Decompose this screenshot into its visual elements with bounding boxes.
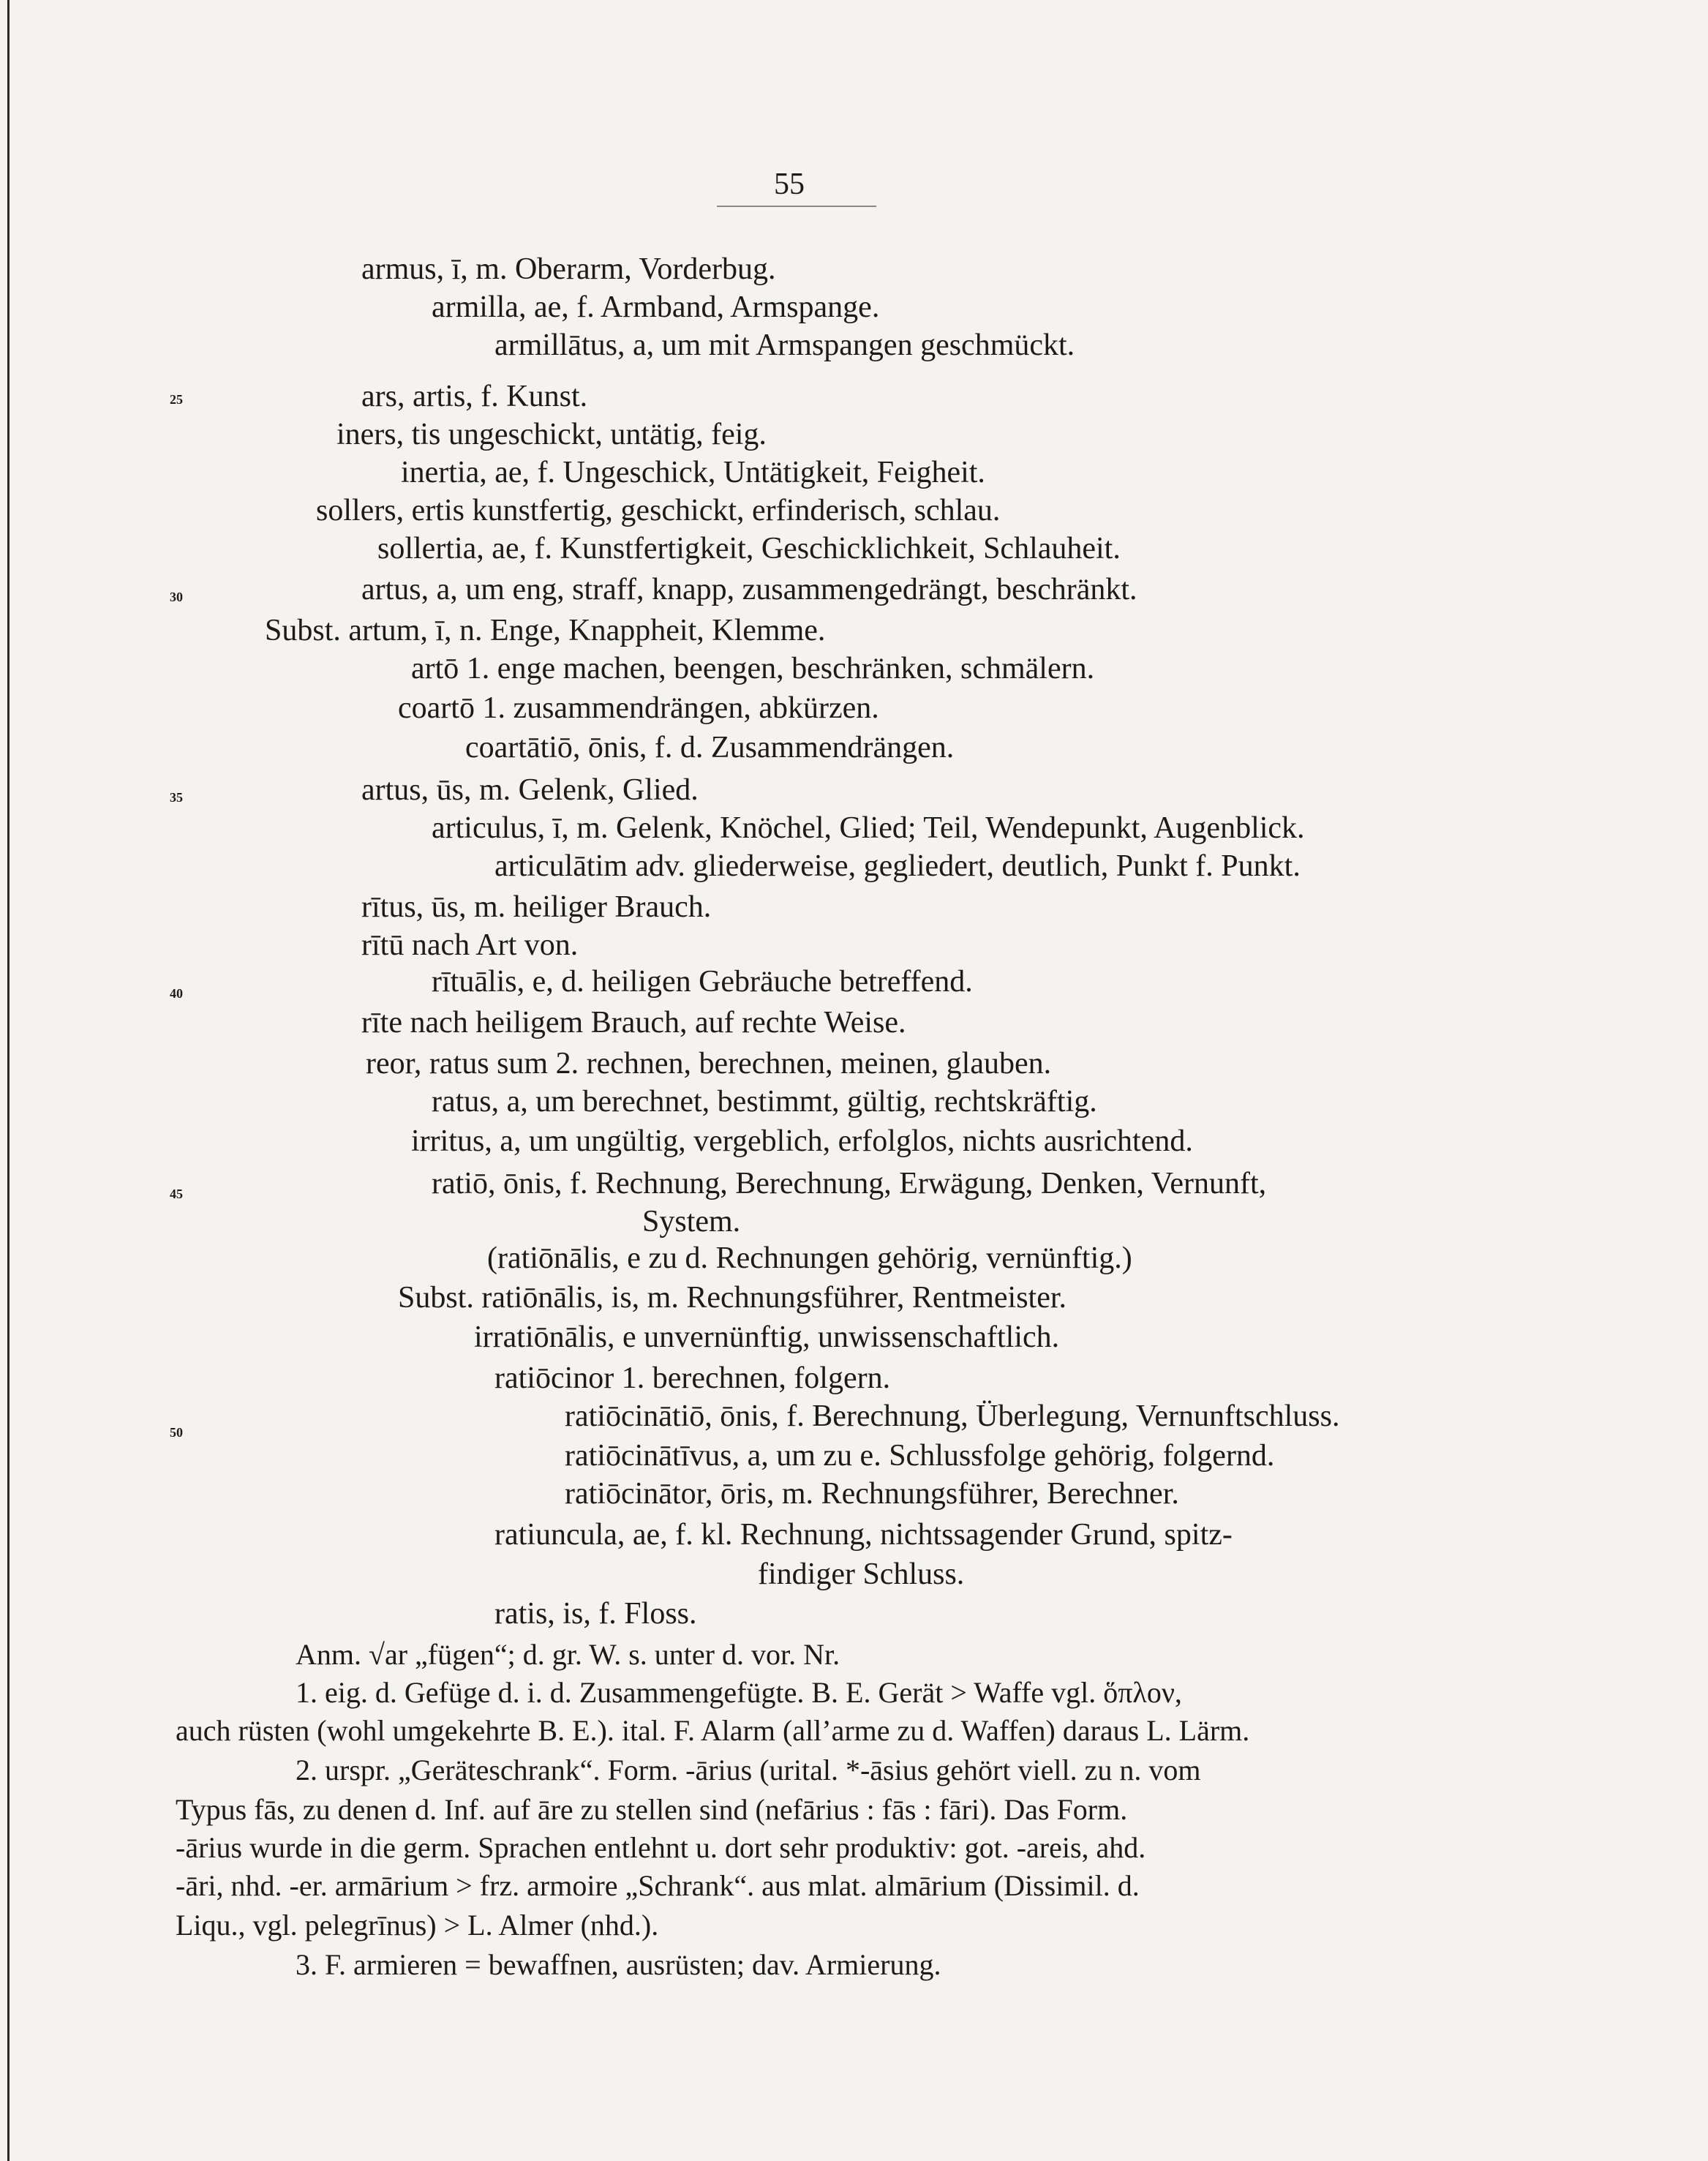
margin-line-number: 50 — [170, 1425, 183, 1440]
entry-line: ratiuncula, ae, f. kl. Rechnung, nichtssagender Grund, spitz- — [494, 1518, 1233, 1552]
entry-line: sollertia, ae, f. Kunstfertigkeit, Geschicklichkeit, Schlauheit. — [377, 532, 1121, 565]
entry-line: armillātus, a, um mit Armspangen geschmückt. — [494, 328, 1075, 362]
margin-line-number: 30 — [170, 590, 183, 604]
entry-line: ratus, a, um berechnet, bestimmt, gültig, rechtskräftig. — [432, 1085, 1097, 1119]
entry-line: articulus, ī, m. Gelenk, Knöchel, Glied; Teil, Wendepunkt, Augenblick. — [432, 811, 1305, 845]
entry-line: rītuālis, e, d. heiligen Gebräuche betreffend. — [432, 965, 973, 999]
entry-line: ratis, is, f. Floss. — [494, 1597, 697, 1631]
entry-line: inertia, ae, f. Ungeschick, Untätigkeit, Feigheit. — [401, 456, 985, 489]
note-line: Liqu., vgl. pelegrīnus) > L. Almer (nhd.). — [176, 1909, 659, 1942]
entry-line: iners, tis ungeschickt, untätig, feig. — [336, 418, 767, 451]
note-line: -āri, nhd. -er. armārium > frz. armoire „Schrank“. aus mlat. almārium (Dissimil. d. — [176, 1869, 1140, 1902]
margin-line-number: 35 — [170, 790, 183, 805]
margin-line-number: 45 — [170, 1187, 183, 1201]
note-line: 3. F. armieren = bewaffnen, ausrüsten; dav. Armierung. — [296, 1948, 941, 1981]
entry-line: Subst. ratiōnālis, is, m. Rechnungsführer, Rentmeister. — [398, 1281, 1067, 1315]
entry-line: artus, a, um eng, straff, knapp, zusammengedrängt, beschränkt. — [361, 573, 1137, 606]
entry-line: ratiōcinātiō, ōnis, f. Berechnung, Überlegung, Vernunftschluss. — [565, 1399, 1340, 1433]
margin-line-number: 25 — [170, 392, 183, 407]
entry-line: rītū nach Art von. — [361, 928, 579, 962]
page-number-rule — [717, 206, 876, 207]
entry-line: sollers, ertis kunstfertig, geschickt, erfinderisch, schlau. — [316, 494, 1001, 527]
entry-line: rīte nach heiligem Brauch, auf rechte Weise. — [361, 1006, 906, 1040]
entry-line: (ratiōnālis, e zu d. Rechnungen gehörig, vernünftig.) — [487, 1241, 1132, 1275]
entry-line: artō 1. enge machen, beengen, beschränken, schmälern. — [411, 652, 1095, 685]
entry-line: Subst. artum, ī, n. Enge, Knappheit, Klemme. — [265, 614, 826, 647]
entry-line: armilla, ae, f. Armband, Armspange. — [432, 290, 880, 324]
note-line: 2. urspr. „Geräteschrank“. Form. -ārius (urital. *-āsius gehört viell. zu n. vom — [296, 1754, 1201, 1786]
entry-line: irratiōnālis, e unvernünftig, unwissenschaftlich. — [474, 1320, 1060, 1354]
entry-line: findiger Schluss. — [758, 1557, 965, 1591]
entry-line: reor, ratus sum 2. rechnen, berechnen, meinen, glauben. — [366, 1047, 1052, 1080]
entry-line: ratiōcinor 1. berechnen, folgern. — [494, 1361, 891, 1395]
entry-line: ratiōcinātīvus, a, um zu e. Schlussfolge gehörig, folgernd. — [565, 1439, 1275, 1473]
note-line: Typus fās, zu denen d. Inf. auf āre zu stellen sind (nefārius : fās : fāri). Das Form. — [176, 1793, 1128, 1826]
page-number: 55 — [774, 168, 805, 201]
note-line: Anm. √ar „fügen“; d. gr. W. s. unter d. vor. Nr. — [296, 1638, 840, 1671]
entry-line: coartātiō, ōnis, f. d. Zusammendrängen. — [465, 731, 955, 764]
note-line: 1. eig. d. Gefüge d. i. d. Zusammengefügte. B. E. Gerät > Waffe vgl. ὅπλον, — [296, 1676, 1182, 1709]
note-line: auch rüsten (wohl umgekehrte B. E.). ital. F. Alarm (all’arme zu d. Waffen) daraus L. Lärm. — [176, 1714, 1250, 1747]
entry-line: coartō 1. zusammendrängen, abkürzen. — [398, 691, 879, 725]
margin-line-number: 40 — [170, 986, 183, 1001]
entry-line: System. — [642, 1205, 741, 1239]
entry-line: rītus, ūs, m. heiliger Brauch. — [361, 890, 712, 924]
entry-line: articulātim adv. gliederweise, gegliedert, deutlich, Punkt f. Punkt. — [494, 849, 1301, 883]
entry-line: ratiōcinātor, ōris, m. Rechnungsführer, Berechner. — [565, 1477, 1179, 1511]
note-line: -ārius wurde in die germ. Sprachen entlehnt u. dort sehr produktiv: got. -areis, ahd. — [176, 1831, 1146, 1864]
entry-line: artus, ūs, m. Gelenk, Glied. — [361, 773, 699, 807]
entry-line: ars, artis, f. Kunst. — [361, 380, 588, 413]
entry-line: armus, ī, m. Oberarm, Vorderbug. — [361, 252, 776, 286]
entry-line: ratiō, ōnis, f. Rechnung, Berechnung, Erwägung, Denken, Vernunft, — [432, 1167, 1267, 1200]
page-edge-shadow — [7, 0, 10, 2161]
entry-line: irritus, a, um ungültig, vergeblich, erfolglos, nichts ausrichtend. — [411, 1124, 1193, 1158]
